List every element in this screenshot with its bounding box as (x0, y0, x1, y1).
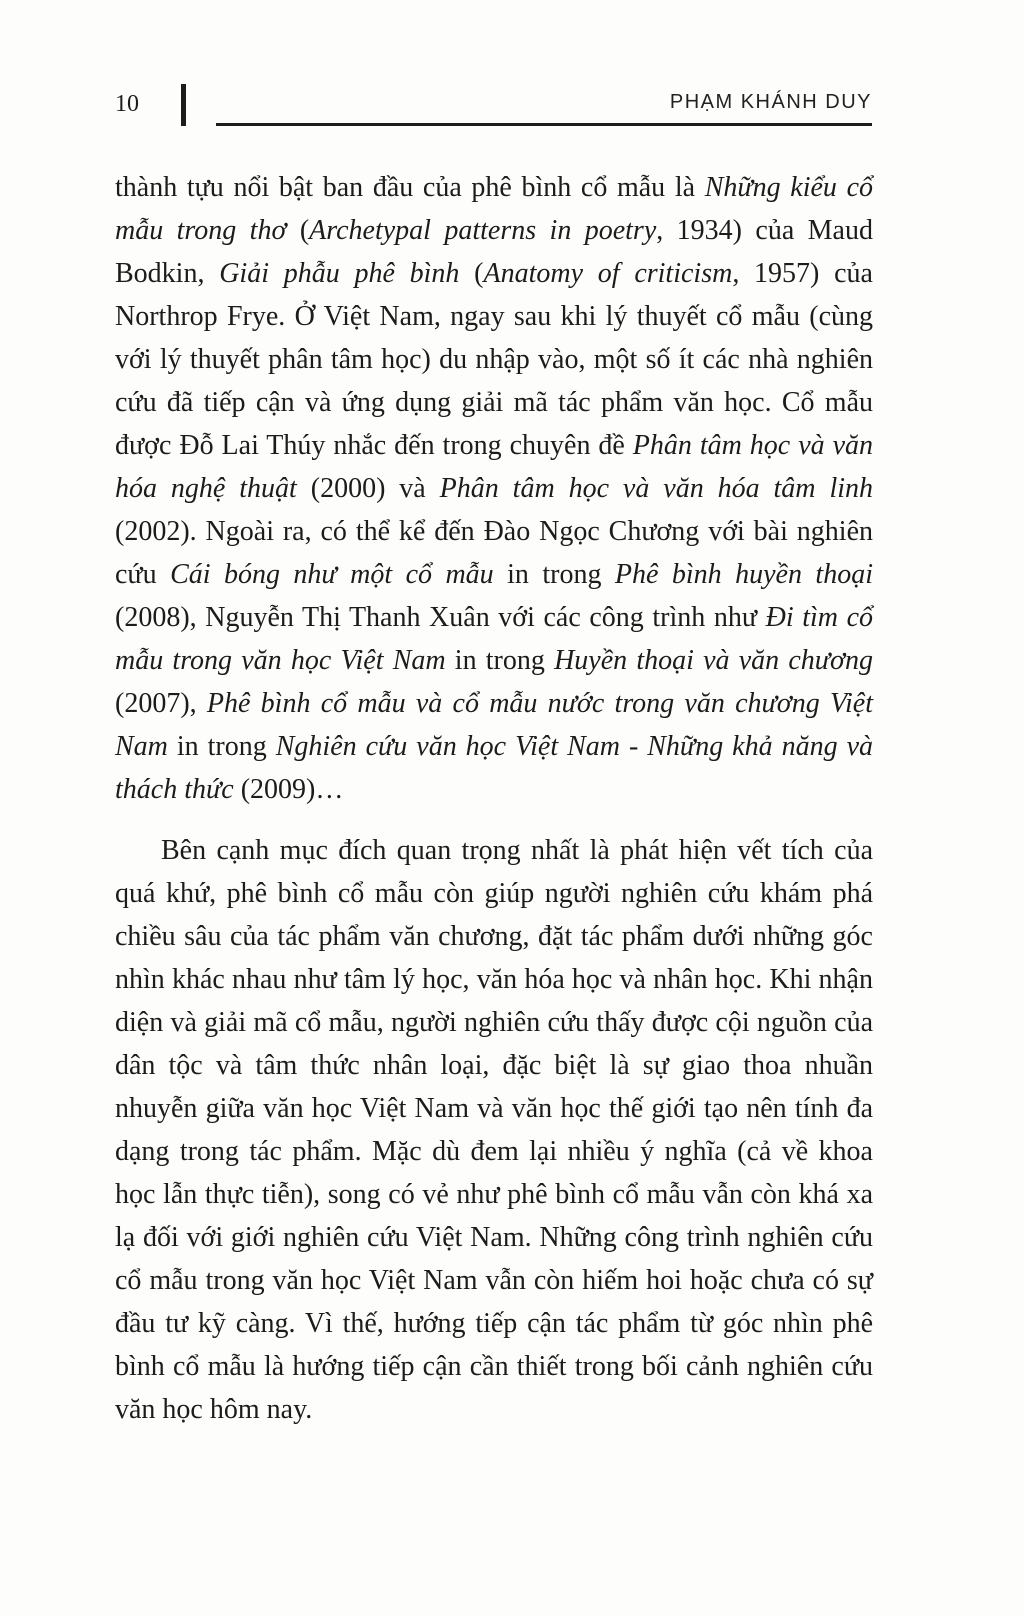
text-segment: (2007), (115, 688, 207, 719)
book-title-segment: Giải phẫu phê bình (219, 258, 460, 289)
text-segment: in trong (167, 731, 276, 762)
paragraph (115, 166, 873, 811)
book-title-segment: Cái bóng như một cổ mẫu (170, 559, 494, 590)
book-title-segment: Đi tìm cổ mẫu trong văn học Việt Nam (115, 602, 873, 676)
header-divider-bar (181, 84, 186, 126)
book-title-segment: Những kiểu cổ mẫu trong thơ (115, 172, 873, 246)
text-segment: (2009)… (233, 774, 344, 805)
book-title-segment: Nghiên cứu văn học Việt Nam - Những khả năng và thách thức (115, 731, 873, 805)
text-segment: ( (459, 258, 484, 289)
text-segment: in trong (445, 645, 555, 676)
text-segment: , 1957) của Northrop Frye. Ở Việt Nam, ngay sau khi lý thuyết cổ mẫu (cùng với lý thuyết phân tâm học) du nhập vào, một số ít các nhà nghiên cứu đã tiếp cận và ứng dụng giải mã tác phẩm văn học. Cổ mẫu được Đỗ Lai Thúy nhắc đến trong chuyên đề (115, 258, 873, 461)
book-title-segment: Anatomy of criticism (483, 258, 733, 289)
header-rule (216, 91, 872, 126)
book-title-segment: Phân tâm học và văn hóa nghệ thuật (115, 430, 873, 504)
book-title-segment: Archetypal patterns in poetry (309, 215, 657, 246)
text-segment: in trong (493, 559, 615, 590)
book-title-segment: Phê bình cổ mẫu và cổ mẫu nước trong văn chương Việt Nam (115, 688, 873, 762)
text-segment: (2000) và (296, 473, 440, 504)
book-title-segment: Phê bình huyền thoại (614, 559, 873, 590)
book-title-segment: Huyền thoại và văn chương (554, 645, 873, 676)
running-head-author: PHẠM KHÁNH DUY (669, 91, 872, 113)
text-segment: thành tựu nổi bật ban đầu của phê bình cổ mẫu là (115, 172, 705, 203)
book-title-segment: Phân tâm học và văn hóa tâm linh (439, 473, 873, 504)
text-segment: (2008), Nguyễn Thị Thanh Xuân với các công trình như (115, 602, 766, 633)
page-body (115, 166, 873, 1431)
page-number: 10 (115, 91, 139, 117)
text-segment: ( (286, 215, 310, 246)
text-segment: , 1934) của Maud Bodkin, (115, 215, 873, 289)
paragraph (115, 829, 873, 1431)
text-segment: (2002). Ngoài ra, có thể kể đến Đào Ngọc Chương với bài nghiên cứu (115, 516, 873, 590)
text-segment: Bên cạnh mục đích quan trọng nhất là phát hiện vết tích của quá khứ, phê bình cổ mẫu còn giúp người nghiên cứu khám phá chiều sâu của tác phẩm văn chương, đặt tác phẩm dưới những góc nhìn khác nhau như tâm lý học, văn hóa học và nhân học. Khi nhận diện và giải mã cổ mẫu, người nghiên cứu thấy được cội nguồn của dân tộc và tâm thức nhân loại, đặc biệt là sự giao thoa nhuần nhuyễn giữa văn học Việt Nam và văn học thế giới tạo nên tính đa dạng trong tác phẩm. Mặc dù đem lại nhiều ý nghĩa (cả về khoa học lẫn thực tiễn), song có vẻ như phê bình cổ mẫu vẫn còn khá xa lạ đối với giới nghiên cứu Việt Nam. Những công trình nghiên cứu cổ mẫu trong văn học Việt Nam vẫn còn hiếm hoi hoặc chưa có sự đầu tư kỹ càng. Vì thế, hướng tiếp cận tác phẩm từ góc nhìn phê bình cổ mẫu là hướng tiếp cận cần thiết trong bối cảnh nghiên cứu văn học hôm nay. (115, 835, 873, 1425)
page-header (115, 84, 872, 126)
